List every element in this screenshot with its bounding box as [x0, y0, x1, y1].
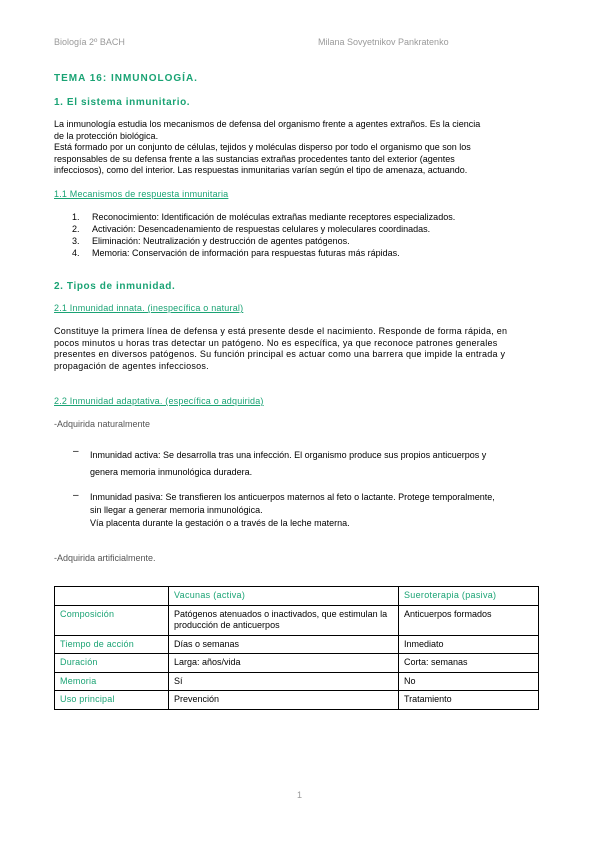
innate-paragraph — [54, 326, 546, 372]
section1-heading: 1. El sistema inmunitario. — [54, 97, 191, 108]
row-label: Uso principal — [55, 691, 169, 710]
table-cell: Prevención — [169, 691, 399, 710]
innate-line: propagación de agentes infecciosos. — [54, 360, 209, 371]
intro-line: Está formado por un conjunto de células, tejidos y moléculas disperso por todo el organismo que son los — [54, 142, 471, 153]
innate-line: pocos minutos u horas tras detectar un patógeno. No es específica, ya que reconoce patrones generales — [54, 337, 498, 348]
active-immunity — [90, 447, 550, 481]
artificial-label: -Adquirida artificialmente. — [54, 553, 156, 563]
active-line: Inmunidad activa: Se desarrolla tras una infección. El organismo produce sus propios anticuerpos y — [90, 450, 487, 460]
table-cell: Días o semanas — [169, 635, 399, 654]
table-cell: Corta: semanas — [399, 654, 539, 673]
list-item — [72, 211, 455, 223]
innate-heading: 2.1 Inmunidad innata. (inespecífica o natural) — [54, 303, 244, 313]
intro-line: La inmunología estudia los mecanismos de defensa del organismo frente a agentes extraños. Es la ciencia — [54, 119, 481, 129]
page-number: 1 — [297, 790, 303, 800]
table-cell: Tratamiento — [399, 691, 539, 710]
table-header-cell: Vacunas (activa) — [169, 587, 399, 606]
mechanisms-heading: 1.1 Mecanismos de respuesta inmunitaria — [54, 189, 229, 199]
adaptive-heading: 2.2 Inmunidad adaptativa. (específica o adquirida) — [54, 396, 264, 406]
list-text: Memoria: Conservación de información para respuestas futuras más rápidas. — [92, 248, 400, 258]
list-number: 2. — [72, 224, 80, 234]
comparison-table — [54, 586, 539, 710]
passive-line: Inmunidad pasiva: Se transfieren los anticuerpos maternos al feto o lactante. Protege temporalmente, — [90, 492, 495, 502]
header-author: Milana Sovyetnikov Pankratenko — [318, 37, 449, 47]
header-course: Biología 2º BACH — [54, 37, 125, 47]
list-text: Eliminación: Neutralización y destrucción de agentes patógenos. — [92, 236, 350, 246]
innate-line: presentes en diversos patógenos. Su función principal es actuar como una barrera que impide la entrada y — [54, 349, 506, 360]
list-text: Activación: Desencadenamiento de respuestas celulares y moleculares coordinadas. — [92, 224, 431, 234]
passive-line: Vía placenta durante la gestación o a través de la leche materna. — [90, 518, 350, 528]
table-cell: Larga: años/vida — [169, 654, 399, 673]
list-number: 1. — [72, 212, 80, 222]
row-label: Duración — [55, 654, 169, 673]
list-item — [72, 235, 455, 247]
table-row — [55, 635, 539, 654]
list-text: Reconocimiento: Identificación de moléculas extrañas mediante receptores especializados. — [92, 212, 456, 222]
table-cell: Sí — [169, 672, 399, 691]
mechanisms-list — [72, 211, 455, 259]
section2-heading: 2. Tipos de inmunidad. — [54, 281, 176, 292]
row-label: Composición — [55, 605, 169, 635]
section1-intro — [54, 119, 544, 177]
bullet-dash: – — [73, 490, 79, 501]
intro-line: responsables de su defensa frente a las sustancias extrañas procedentes tanto del exterior (agentes — [54, 153, 455, 164]
passive-immunity — [90, 491, 550, 530]
list-number: 3. — [72, 236, 80, 246]
natural-label: -Adquirida naturalmente — [54, 419, 151, 429]
table-cell: Anticuerpos formados — [399, 605, 539, 635]
list-item — [72, 247, 455, 259]
passive-line: sin llegar a generar memoria inmunológica. — [90, 505, 263, 515]
list-number: 4. — [72, 248, 80, 258]
bullet-dash: – — [73, 446, 79, 457]
table-header-cell — [55, 587, 169, 606]
row-label: Tiempo de acción — [55, 635, 169, 654]
row-label: Memoria — [55, 672, 169, 691]
table-cell: No — [399, 672, 539, 691]
innate-line: Constituye la primera línea de defensa y está presente desde el nacimiento. Responde de forma rápida, en — [54, 326, 508, 336]
table-row — [55, 672, 539, 691]
table-header-row — [55, 587, 539, 606]
page-title: TEMA 16: INMUNOLOGÍA. — [54, 73, 198, 84]
table-cell: Patógenos atenuados o inactivados, que estimulan la producción de anticuerpos — [169, 605, 399, 635]
table-header-cell: Sueroterapia (pasiva) — [399, 587, 539, 606]
table-row — [55, 654, 539, 673]
table-row — [55, 605, 539, 635]
intro-line: infecciosos), como del interior. Las respuestas inmunitarias varían según el tipo de amenaza, actuando. — [54, 165, 468, 176]
table-cell: Inmediato — [399, 635, 539, 654]
intro-line: de la protección biológica. — [54, 130, 159, 141]
table-row — [55, 691, 539, 710]
active-line: genera memoria inmunológica duradera. — [90, 467, 253, 477]
list-item — [72, 223, 455, 235]
